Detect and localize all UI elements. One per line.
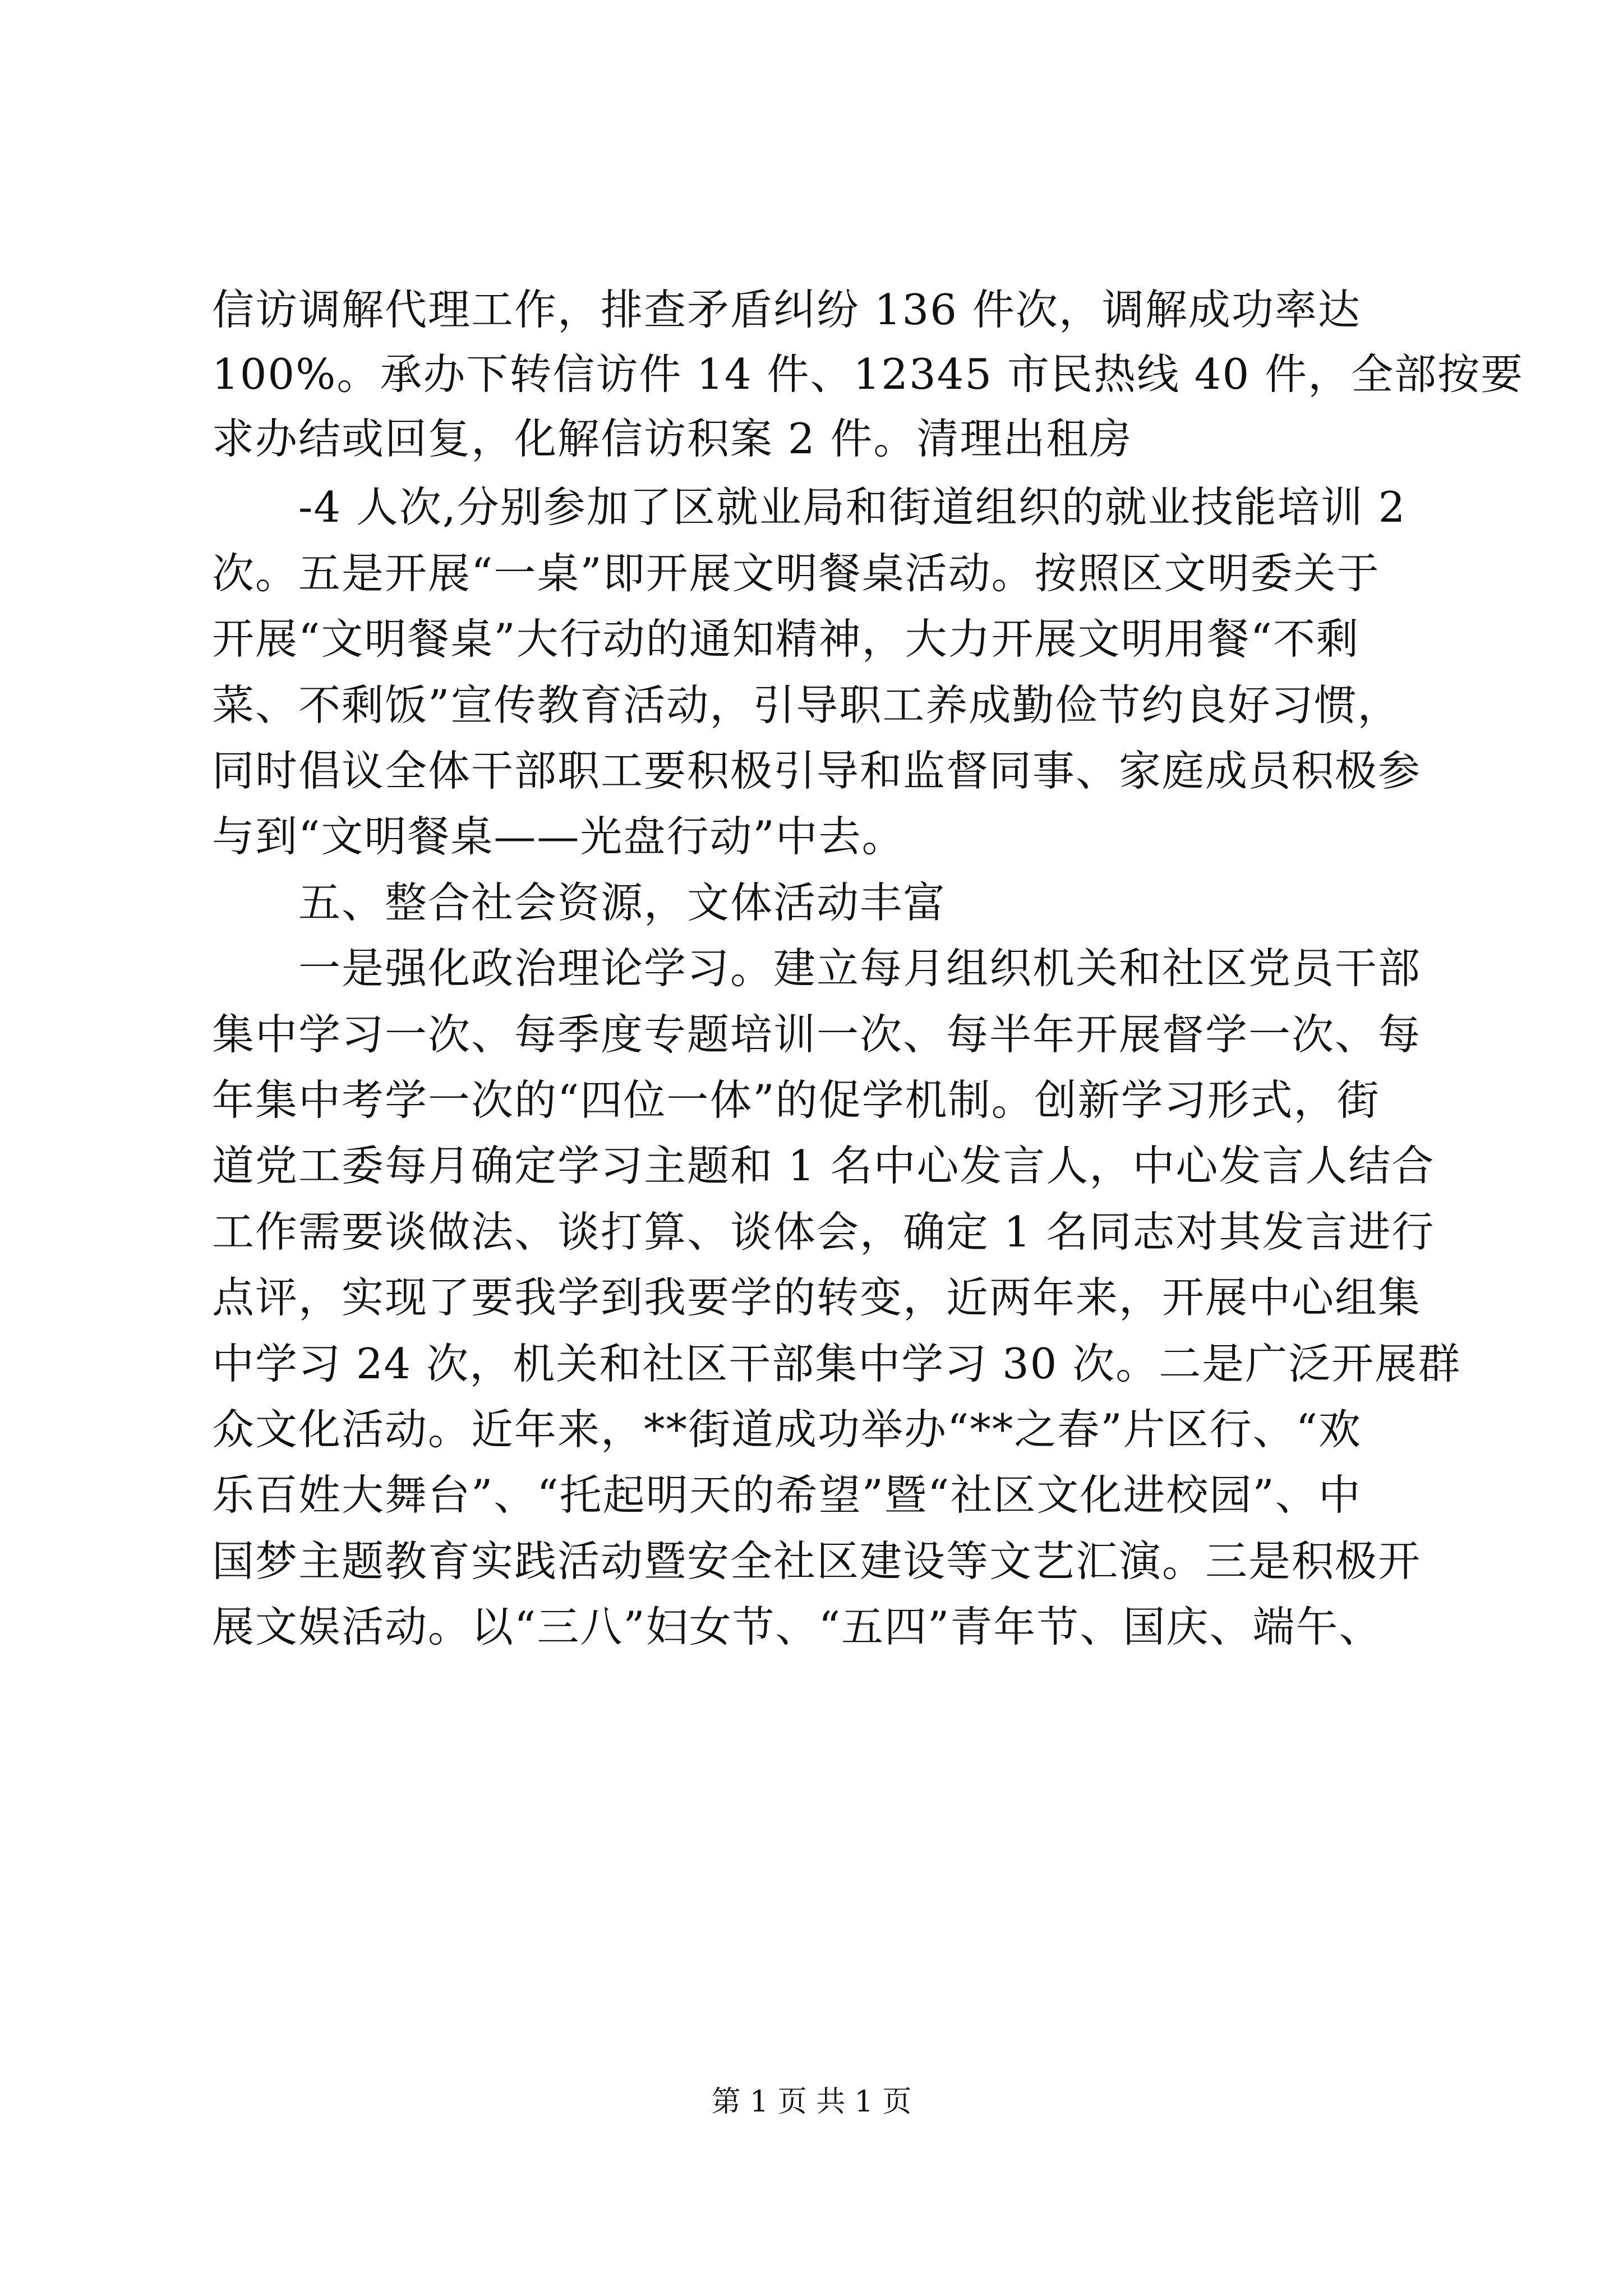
text-line: 展文娱活动。以“三八”妇女节、“五四”青年节、国庆、端午、 [212, 1602, 1382, 1651]
text-line: 100%。承办下转信访件 14 件、12345 市民热线 40 件，全部按要 [212, 349, 1524, 399]
text-line: 工作需要谈做法、谈打算、谈体会，确定 1 名同志对其发言进行 [212, 1207, 1435, 1257]
page-number-footer: 第 1 页 共 1 页 [711, 2085, 912, 2119]
text-line: 次。五是开展“一桌”即开展文明餐桌活动。按照区文明委关于 [212, 549, 1380, 598]
text-line: 乐百姓大舞台”、“托起明天的希望”暨“社区文化进校园”、中 [212, 1470, 1362, 1520]
text-line: 一是强化政治理论学习。建立每月组织机关和社区党员干部 [212, 944, 1422, 993]
text-line: 菜、不剩饭”宣传教育活动，引导职工养成勤俭节约良好习惯， [212, 680, 1401, 730]
text-line: 开展“文明餐桌”大行动的通知精神，大力开展文明用餐“不剩 [212, 614, 1360, 664]
text-line: 年集中考学一次的“四位一体”的促学机制。创新学习形式，街 [212, 1075, 1380, 1125]
text-line: 点评，实现了要我学到我要学的转变，近两年来，开展中心组集 [212, 1273, 1422, 1322]
text-line: 同时倡议全体干部职工要积极引导和监督同事、家庭成员积极参 [212, 746, 1422, 795]
text-line: 与到“文明餐桌——光盘行动”中去。 [212, 812, 905, 861]
text-line: 道党工委每月确定学习主题和 1 名中心发言人，中心发言人结合 [212, 1141, 1435, 1190]
text-line: -4 人次,分别参加了区就业局和街道组织的就业技能培训 2 [212, 482, 1407, 532]
text-line: 集中学习一次、每季度专题培训一次、每半年开展督学一次、每 [212, 1010, 1422, 1059]
text-line: 中学习 24 次，机关和社区干部集中学习 30 次。二是广泛开展群 [212, 1339, 1461, 1388]
text-line: 众文化活动。近年来，**街道成功举办“**之春”片区行、“欢 [212, 1405, 1362, 1454]
text-line: 信访调解代理工作，排查矛盾纠纷 136 件次，调解成功率达 [212, 285, 1361, 334]
text-line: 求办结或回复，化解信访积案 2 件。清理出租房 [212, 414, 1133, 463]
text-line: 国梦主题教育实践活动暨安全社区建设等文艺汇演。三是积极开 [212, 1536, 1422, 1586]
section-heading: 五、整合社会资源，文体活动丰富 [212, 878, 947, 927]
